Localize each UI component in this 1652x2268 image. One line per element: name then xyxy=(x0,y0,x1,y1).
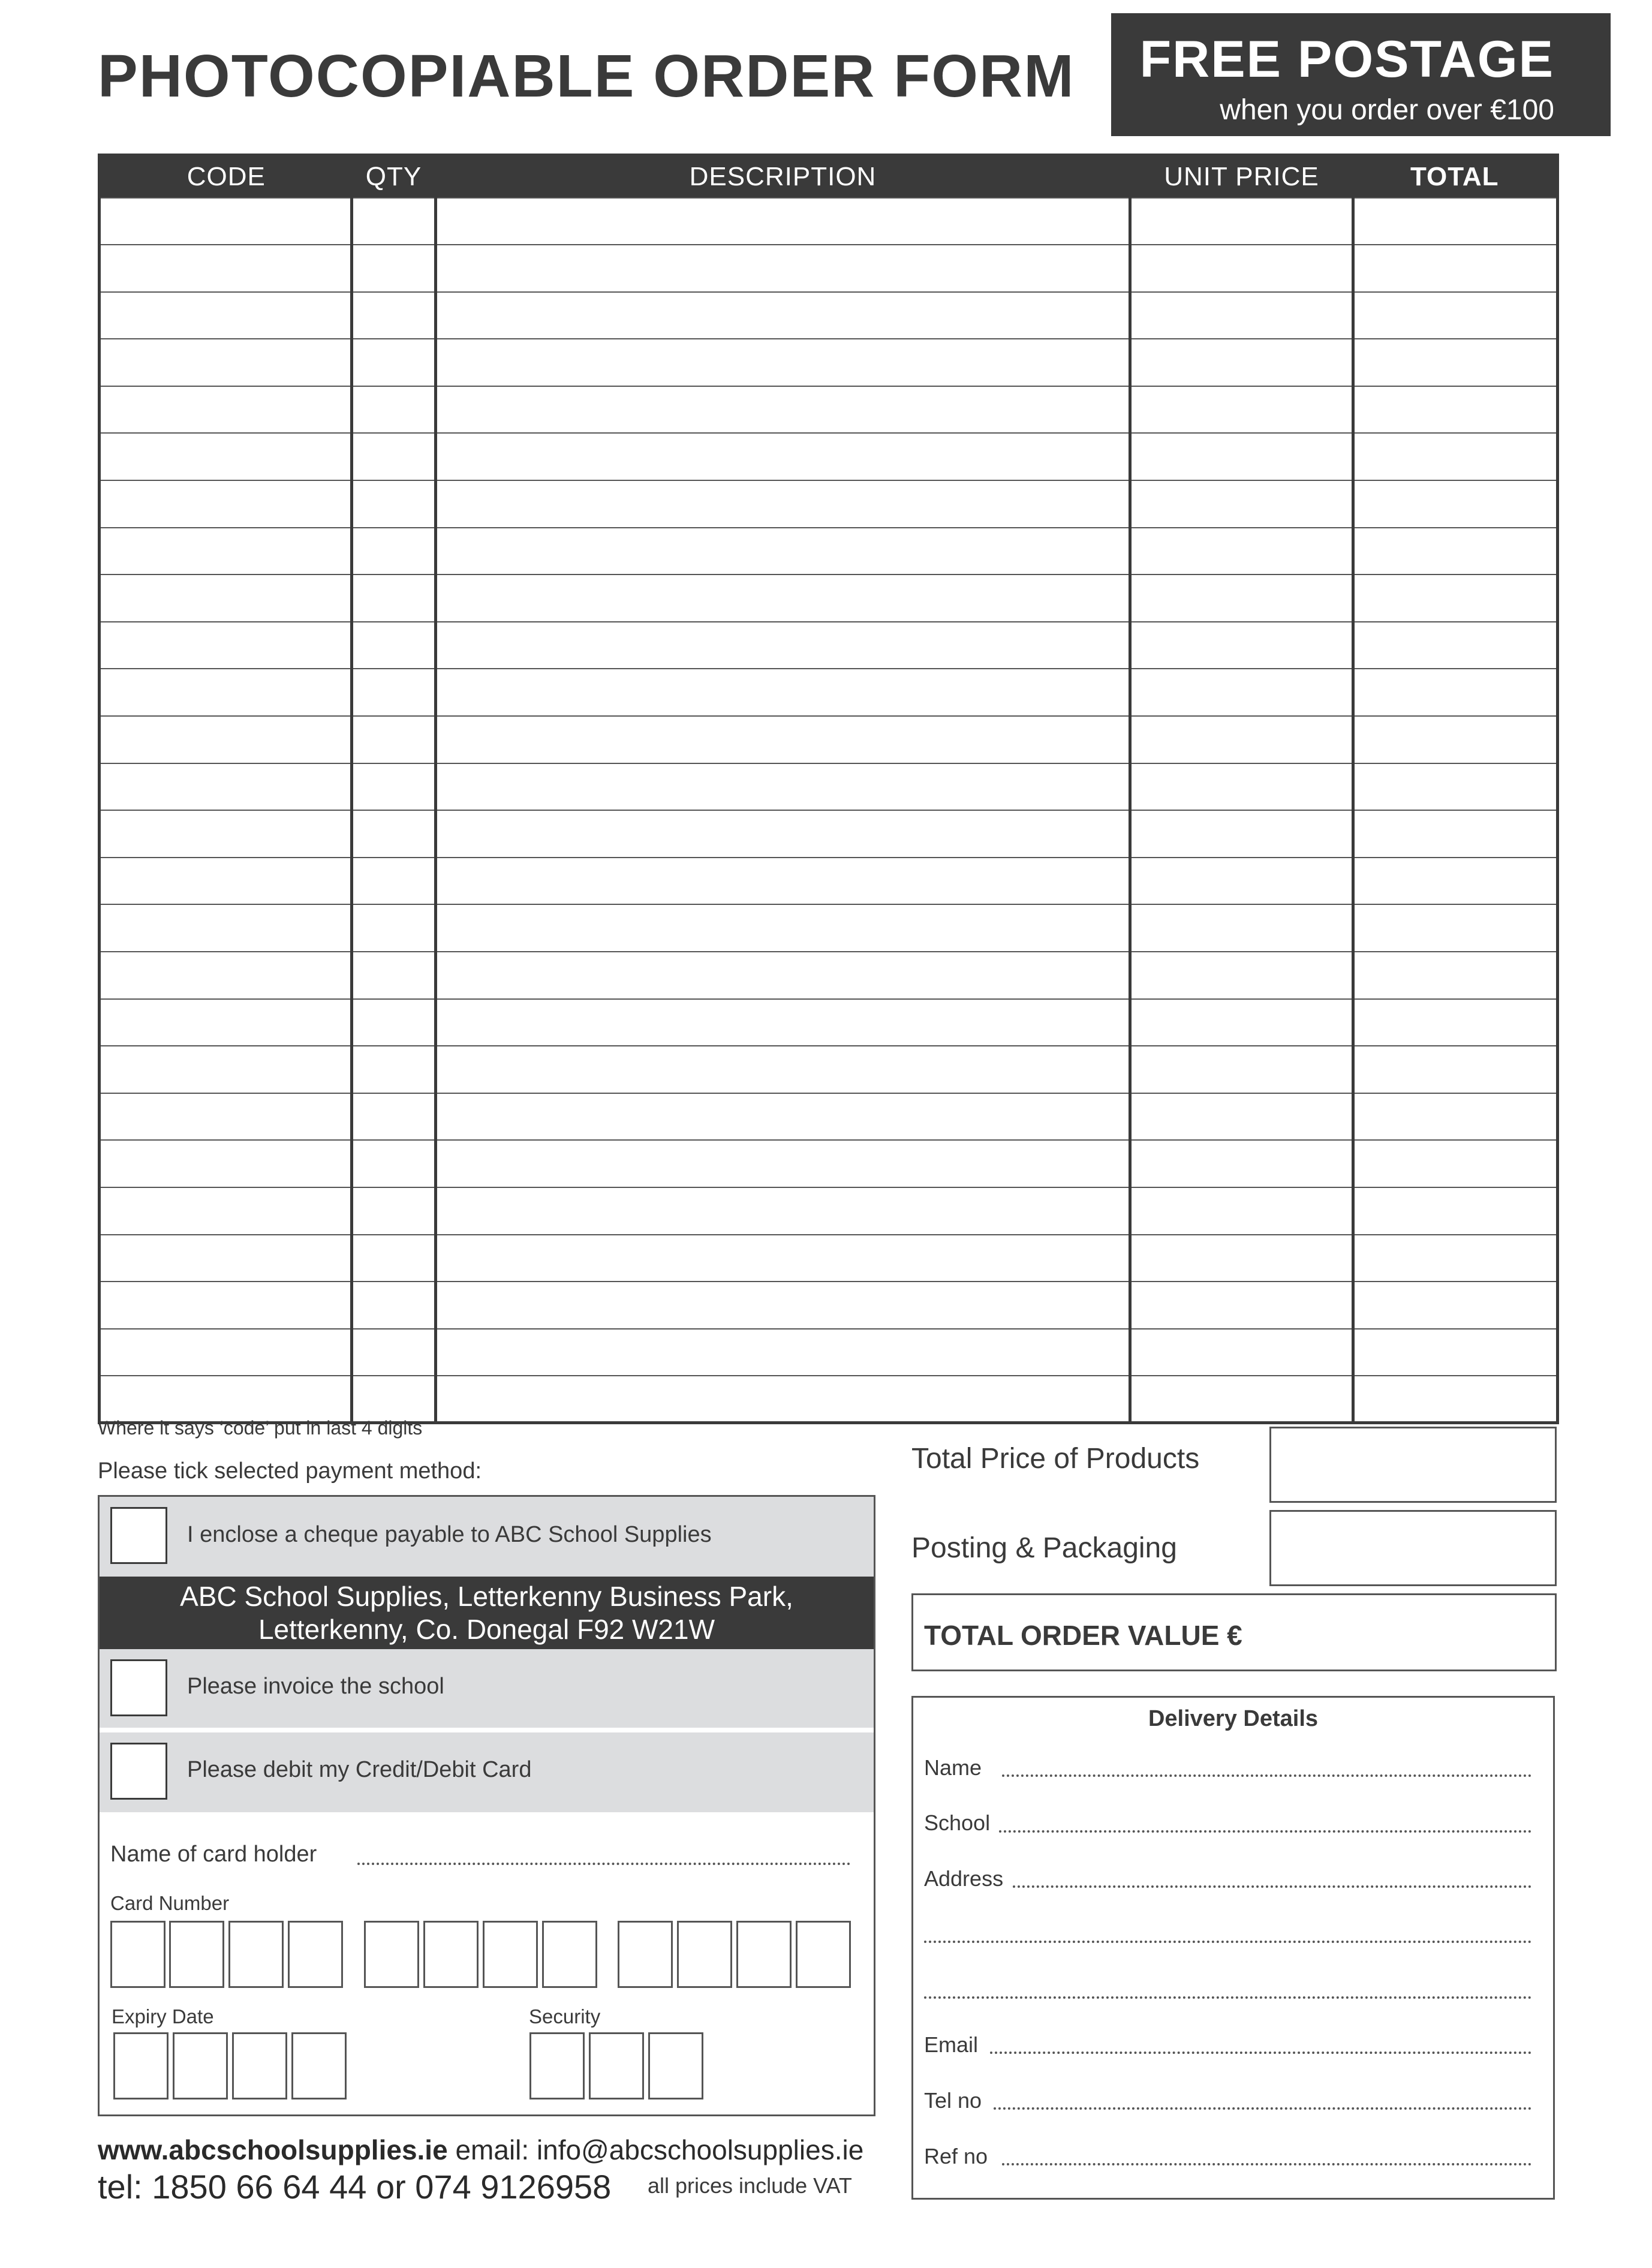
delivery-ref-label: Ref no xyxy=(924,2144,988,2168)
delivery-address-field-1[interactable] xyxy=(1013,1885,1531,1888)
expiry-digit-box[interactable] xyxy=(173,2032,228,2099)
order-cell-total[interactable] xyxy=(1353,763,1558,811)
order-cell-unit[interactable] xyxy=(1130,999,1353,1046)
table-row xyxy=(100,1140,1558,1187)
order-cell-total[interactable] xyxy=(1353,1046,1558,1093)
cheque-checkbox[interactable] xyxy=(110,1507,167,1564)
order-cell-total[interactable] xyxy=(1353,1140,1558,1187)
order-cell-desc[interactable] xyxy=(436,763,1130,811)
order-cell-desc[interactable] xyxy=(436,858,1130,905)
expiry-date-label: Expiry Date xyxy=(112,2005,214,2028)
card-number-digit-box[interactable] xyxy=(736,1921,792,1988)
delivery-tel-label: Tel no xyxy=(924,2088,982,2113)
order-cell-qty[interactable] xyxy=(352,198,436,245)
column-header-unit-price: UNIT PRICE xyxy=(1130,155,1353,198)
table-row xyxy=(100,433,1558,480)
website-link[interactable]: www.abcschoolsupplies.ie xyxy=(98,2134,448,2165)
order-cell-code[interactable] xyxy=(100,622,352,669)
table-row xyxy=(100,480,1558,528)
order-cell-unit[interactable] xyxy=(1130,1235,1353,1282)
order-cell-total[interactable] xyxy=(1353,669,1558,716)
table-row xyxy=(100,999,1558,1046)
table-row xyxy=(100,292,1558,339)
code-hint-note: Where it says ‘code’ put in last 4 digits xyxy=(98,1417,423,1439)
table-row xyxy=(100,1376,1558,1423)
order-cell-total[interactable] xyxy=(1353,386,1558,434)
order-cell-qty[interactable] xyxy=(352,669,436,716)
table-row xyxy=(100,763,1558,811)
order-cell-desc[interactable] xyxy=(436,1140,1130,1187)
order-cell-unit[interactable] xyxy=(1130,858,1353,905)
order-cell-code[interactable] xyxy=(100,339,352,386)
table-row xyxy=(100,1329,1558,1376)
order-cell-qty[interactable] xyxy=(352,433,436,480)
column-header-code: CODE xyxy=(100,155,352,198)
expiry-digit-box[interactable] xyxy=(291,2032,347,2099)
delivery-school-label: School xyxy=(924,1810,991,1835)
order-cell-code[interactable] xyxy=(100,1376,352,1423)
order-table-body xyxy=(100,198,1558,1423)
order-cell-total[interactable] xyxy=(1353,198,1558,245)
order-cell-code[interactable] xyxy=(100,480,352,528)
order-cell-unit[interactable] xyxy=(1130,1093,1353,1141)
order-cell-qty[interactable] xyxy=(352,1140,436,1187)
card-number-digit-box[interactable] xyxy=(423,1921,479,1988)
free-postage-banner xyxy=(1111,13,1611,136)
order-cell-qty[interactable] xyxy=(352,292,436,339)
order-cell-code[interactable] xyxy=(100,858,352,905)
cheque-option xyxy=(100,1497,874,1577)
expiry-digit-box[interactable] xyxy=(113,2032,168,2099)
order-cell-desc[interactable] xyxy=(436,952,1130,999)
delivery-name-label: Name xyxy=(924,1755,982,1780)
card-number-digit-box[interactable] xyxy=(677,1921,732,1988)
table-row xyxy=(100,198,1558,245)
order-cell-total[interactable] xyxy=(1353,1376,1558,1423)
order-cell-unit[interactable] xyxy=(1130,669,1353,716)
table-row xyxy=(100,1282,1558,1329)
total-order-value-label: TOTAL ORDER VALUE € xyxy=(924,1620,1242,1651)
delivery-tel-field[interactable] xyxy=(994,2107,1531,2110)
footer-email: email: info@abcschoolsupplies.ie xyxy=(455,2134,864,2165)
order-cell-total[interactable] xyxy=(1353,904,1558,952)
order-cell-desc[interactable] xyxy=(436,1093,1130,1141)
order-cell-code[interactable] xyxy=(100,386,352,434)
order-cell-desc[interactable] xyxy=(436,574,1130,622)
invoice-checkbox[interactable] xyxy=(110,1659,167,1716)
invoice-option xyxy=(100,1649,874,1728)
payment-section xyxy=(98,1495,875,2116)
delivery-address-field-2[interactable] xyxy=(924,1941,1531,1943)
table-row xyxy=(100,245,1558,292)
products-total-label: Total Price of Products xyxy=(911,1443,1200,1475)
order-cell-code[interactable] xyxy=(100,1235,352,1282)
order-cell-total[interactable] xyxy=(1353,999,1558,1046)
card-label: Please debit my Credit/Debit Card xyxy=(187,1757,532,1782)
table-row xyxy=(100,1187,1558,1235)
card-number-digit-box[interactable] xyxy=(618,1921,673,1988)
footer-phone: tel: 1850 66 64 44 or 074 9126958 xyxy=(98,2168,612,2206)
cheque-label: I enclose a cheque payable to ABC School Supplies xyxy=(187,1522,712,1547)
order-cell-desc[interactable] xyxy=(436,1235,1130,1282)
order-cell-code[interactable] xyxy=(100,1140,352,1187)
delivery-details xyxy=(911,1696,1555,2200)
card-number-digit-box[interactable] xyxy=(483,1921,538,1988)
footer-contact xyxy=(98,2134,863,2166)
table-row xyxy=(100,622,1558,669)
order-cell-desc[interactable] xyxy=(436,1329,1130,1376)
table-row xyxy=(100,810,1558,858)
order-cell-code[interactable] xyxy=(100,1046,352,1093)
table-row xyxy=(100,339,1558,386)
order-cell-desc[interactable] xyxy=(436,810,1130,858)
order-cell-total[interactable] xyxy=(1353,480,1558,528)
order-cell-total[interactable] xyxy=(1353,622,1558,669)
order-cell-code[interactable] xyxy=(100,1329,352,1376)
order-cell-code[interactable] xyxy=(100,904,352,952)
order-cell-total[interactable] xyxy=(1353,1329,1558,1376)
order-cell-qty[interactable] xyxy=(352,716,436,763)
card-number-digit-box[interactable] xyxy=(169,1921,224,1988)
order-cell-desc[interactable] xyxy=(436,480,1130,528)
column-header-qty: QTY xyxy=(352,155,436,198)
page-title: PHOTOCOPIABLE ORDER FORM xyxy=(98,43,1075,110)
payment-prompt: Please tick selected payment method: xyxy=(98,1458,482,1484)
order-cell-unit[interactable] xyxy=(1130,386,1353,434)
order-cell-unit[interactable] xyxy=(1130,1376,1353,1423)
order-cell-code[interactable] xyxy=(100,1282,352,1329)
postage-field[interactable] xyxy=(1269,1510,1557,1586)
order-cell-code[interactable] xyxy=(100,245,352,292)
order-cell-code[interactable] xyxy=(100,763,352,811)
order-cell-qty[interactable] xyxy=(352,904,436,952)
order-cell-desc[interactable] xyxy=(436,386,1130,434)
table-row xyxy=(100,716,1558,763)
order-cell-desc[interactable] xyxy=(436,669,1130,716)
order-cell-qty[interactable] xyxy=(352,999,436,1046)
order-cell-unit[interactable] xyxy=(1130,245,1353,292)
card-option xyxy=(100,1732,874,1812)
card-holder-field[interactable] xyxy=(357,1863,850,1865)
order-cell-unit[interactable] xyxy=(1130,952,1353,999)
delivery-school-field[interactable] xyxy=(999,1830,1531,1833)
order-cell-qty[interactable] xyxy=(352,952,436,999)
order-cell-total[interactable] xyxy=(1353,245,1558,292)
order-cell-qty[interactable] xyxy=(352,386,436,434)
order-cell-total[interactable] xyxy=(1353,952,1558,999)
order-cell-code[interactable] xyxy=(100,574,352,622)
expiry-digit-box[interactable] xyxy=(232,2032,287,2099)
order-cell-desc[interactable] xyxy=(436,1046,1130,1093)
order-cell-unit[interactable] xyxy=(1130,574,1353,622)
products-total-field[interactable] xyxy=(1269,1427,1557,1503)
order-cell-qty[interactable] xyxy=(352,858,436,905)
order-cell-qty[interactable] xyxy=(352,1235,436,1282)
order-cell-qty[interactable] xyxy=(352,480,436,528)
order-cell-total[interactable] xyxy=(1353,858,1558,905)
order-cell-desc[interactable] xyxy=(436,433,1130,480)
card-number-digit-box[interactable] xyxy=(110,1921,165,1988)
delivery-email-label: Email xyxy=(924,2032,979,2057)
order-cell-qty[interactable] xyxy=(352,528,436,575)
order-cell-unit[interactable] xyxy=(1130,622,1353,669)
order-cell-code[interactable] xyxy=(100,810,352,858)
order-cell-desc[interactable] xyxy=(436,622,1130,669)
order-cell-total[interactable] xyxy=(1353,339,1558,386)
order-cell-total[interactable] xyxy=(1353,433,1558,480)
table-row xyxy=(100,669,1558,716)
card-number-digit-box[interactable] xyxy=(364,1921,419,1988)
security-digit-box[interactable] xyxy=(589,2032,644,2099)
card-number-digit-box[interactable] xyxy=(796,1921,851,1988)
delivery-address-field-3[interactable] xyxy=(924,1996,1531,1999)
promo-subtext: when you order over €100 xyxy=(1220,94,1554,126)
order-cell-desc[interactable] xyxy=(436,904,1130,952)
order-cell-unit[interactable] xyxy=(1130,198,1353,245)
order-cell-code[interactable] xyxy=(100,669,352,716)
order-cell-qty[interactable] xyxy=(352,1376,436,1423)
order-cell-qty[interactable] xyxy=(352,574,436,622)
order-cell-unit[interactable] xyxy=(1130,1282,1353,1329)
order-cell-code[interactable] xyxy=(100,292,352,339)
card-checkbox[interactable] xyxy=(110,1743,167,1800)
order-cell-code[interactable] xyxy=(100,433,352,480)
order-cell-unit[interactable] xyxy=(1130,1187,1353,1235)
order-cell-unit[interactable] xyxy=(1130,292,1353,339)
order-cell-total[interactable] xyxy=(1353,716,1558,763)
delivery-name-field[interactable] xyxy=(1002,1774,1531,1777)
order-cell-qty[interactable] xyxy=(352,245,436,292)
delivery-ref-field[interactable] xyxy=(1002,2163,1531,2165)
order-cell-desc[interactable] xyxy=(436,339,1130,386)
order-table-header xyxy=(100,155,1558,198)
postal-address xyxy=(100,1577,874,1649)
order-cell-desc[interactable] xyxy=(436,1187,1130,1235)
table-row xyxy=(100,1093,1558,1141)
table-row xyxy=(100,904,1558,952)
postage-label: Posting & Packaging xyxy=(911,1532,1177,1564)
order-cell-unit[interactable] xyxy=(1130,1329,1353,1376)
order-cell-code[interactable] xyxy=(100,528,352,575)
table-row xyxy=(100,1235,1558,1282)
order-cell-unit[interactable] xyxy=(1130,810,1353,858)
order-cell-code[interactable] xyxy=(100,716,352,763)
order-cell-unit[interactable] xyxy=(1130,716,1353,763)
card-number-digit-box[interactable] xyxy=(228,1921,284,1988)
total-order-value-field[interactable] xyxy=(911,1593,1557,1671)
column-header-description: DESCRIPTION xyxy=(436,155,1130,198)
order-cell-qty[interactable] xyxy=(352,1282,436,1329)
card-number-label: Card Number xyxy=(110,1892,230,1914)
order-cell-code[interactable] xyxy=(100,1093,352,1141)
order-cell-qty[interactable] xyxy=(352,763,436,811)
order-cell-total[interactable] xyxy=(1353,528,1558,575)
security-digit-box[interactable] xyxy=(648,2032,703,2099)
order-cell-unit[interactable] xyxy=(1130,528,1353,575)
order-cell-desc[interactable] xyxy=(436,292,1130,339)
order-cell-unit[interactable] xyxy=(1130,763,1353,811)
order-cell-code[interactable] xyxy=(100,952,352,999)
order-cell-desc[interactable] xyxy=(436,198,1130,245)
table-row xyxy=(100,952,1558,999)
order-cell-unit[interactable] xyxy=(1130,1046,1353,1093)
order-cell-unit[interactable] xyxy=(1130,433,1353,480)
order-table xyxy=(98,154,1559,1424)
order-cell-total[interactable] xyxy=(1353,1235,1558,1282)
table-row xyxy=(100,858,1558,905)
delivery-title: Delivery Details xyxy=(1148,1706,1319,1731)
table-row xyxy=(100,1046,1558,1093)
order-cell-unit[interactable] xyxy=(1130,1140,1353,1187)
order-cell-qty[interactable] xyxy=(352,1329,436,1376)
table-row xyxy=(100,386,1558,434)
order-cell-unit[interactable] xyxy=(1130,480,1353,528)
order-cell-unit[interactable] xyxy=(1130,339,1353,386)
order-cell-desc[interactable] xyxy=(436,528,1130,575)
order-cell-total[interactable] xyxy=(1353,1187,1558,1235)
order-cell-qty[interactable] xyxy=(352,622,436,669)
order-cell-code[interactable] xyxy=(100,1187,352,1235)
card-number-digit-box[interactable] xyxy=(288,1921,343,1988)
card-number-digit-box[interactable] xyxy=(542,1921,597,1988)
invoice-label: Please invoice the school xyxy=(187,1674,444,1699)
vat-note: all prices include VAT xyxy=(648,2173,852,2198)
order-cell-qty[interactable] xyxy=(352,339,436,386)
table-row xyxy=(100,528,1558,575)
address-line-1: ABC School Supplies, Letterkenny Business Park, xyxy=(180,1581,793,1612)
order-cell-unit[interactable] xyxy=(1130,904,1353,952)
order-cell-code[interactable] xyxy=(100,198,352,245)
order-cell-desc[interactable] xyxy=(436,1282,1130,1329)
delivery-address-label: Address xyxy=(924,1866,1004,1891)
table-row xyxy=(100,574,1558,622)
promo-headline: FREE POSTAGE xyxy=(1139,31,1554,88)
order-cell-total[interactable] xyxy=(1353,1093,1558,1141)
order-cell-desc[interactable] xyxy=(436,1376,1130,1423)
order-cell-total[interactable] xyxy=(1353,1282,1558,1329)
column-header-total: TOTAL xyxy=(1353,155,1558,198)
order-cell-qty[interactable] xyxy=(352,1046,436,1093)
order-cell-desc[interactable] xyxy=(436,716,1130,763)
order-cell-desc[interactable] xyxy=(436,245,1130,292)
order-cell-qty[interactable] xyxy=(352,810,436,858)
address-line-2: Letterkenny, Co. Donegal F92 W21W xyxy=(258,1614,715,1645)
order-cell-total[interactable] xyxy=(1353,574,1558,622)
security-code-label: Security xyxy=(529,2005,601,2028)
card-holder-label: Name of card holder xyxy=(110,1842,317,1867)
delivery-email-field[interactable] xyxy=(990,2052,1531,2054)
order-cell-code[interactable] xyxy=(100,999,352,1046)
order-cell-total[interactable] xyxy=(1353,292,1558,339)
order-cell-desc[interactable] xyxy=(436,999,1130,1046)
order-cell-qty[interactable] xyxy=(352,1187,436,1235)
security-digit-box[interactable] xyxy=(529,2032,585,2099)
order-cell-qty[interactable] xyxy=(352,1093,436,1141)
order-cell-total[interactable] xyxy=(1353,810,1558,858)
